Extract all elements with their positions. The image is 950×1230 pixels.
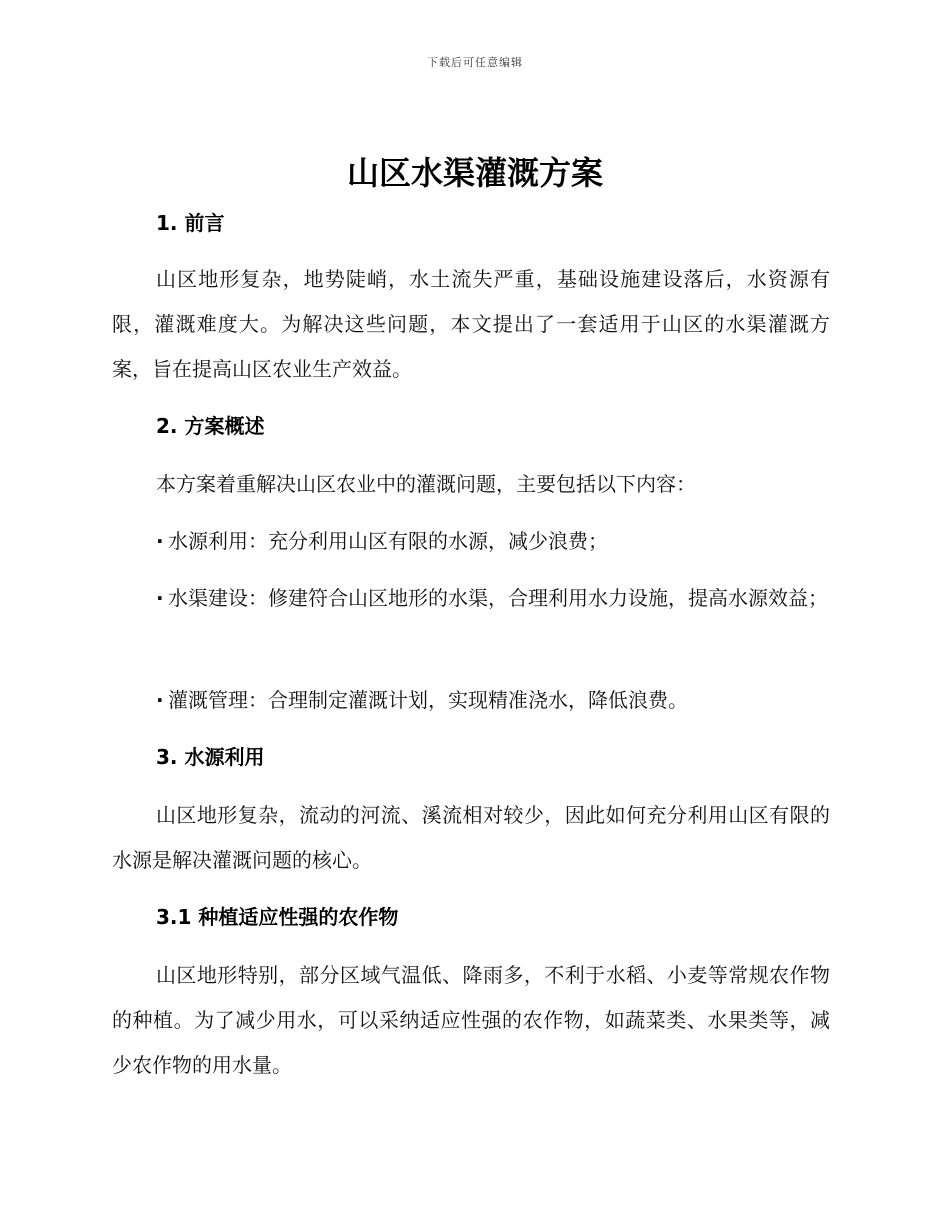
bullet-dot: · bbox=[156, 688, 164, 712]
bullet-text: 水源利用：充分利用山区有限的水源，减少浪费； bbox=[168, 529, 608, 553]
bullet-text: 灌溉管理：合理制定灌溉计划，实现精准浇水，降低浪费。 bbox=[168, 688, 688, 712]
section-heading-overview: 2. 方案概述 bbox=[156, 414, 265, 438]
crops-paragraph: 山区地形特别，部分区域气温低、降雨多，不利于水稻、小麦等常规农作物的种植。为了减少用水，可以采纳适应性强的农作物，如蔬菜类、水果类等，减少农作物的用水量。 bbox=[112, 963, 830, 1077]
section-heading-intro: 1. 前言 bbox=[156, 211, 225, 235]
bullet-dot: · bbox=[156, 529, 164, 553]
bullet-item-canal-construction bbox=[112, 576, 830, 621]
section-heading-crops: 3.1 种植适应性强的农作物 bbox=[156, 905, 399, 929]
bullet-item-water-source bbox=[112, 519, 830, 564]
bullet-text: 水渠建设：修建符合山区地形的水渠，合理利用水力设施，提高水源效益； bbox=[168, 586, 828, 610]
section-heading-water-source: 3. 水源利用 bbox=[156, 745, 265, 769]
overview-paragraph: 本方案着重解决山区农业中的灌溉问题，主要包括以下内容： bbox=[156, 472, 696, 496]
intro-paragraph: 山区地形复杂，地势陡峭，水土流失严重，基础设施建设落后，水资源有限，灌溉难度大。为解决这些问题，本文提出了一套适用于山区的水渠灌溉方案，旨在提高山区农业生产效益。 bbox=[112, 267, 830, 381]
bullet-item-irrigation-management bbox=[112, 678, 830, 723]
header-note: 下载后可任意编辑 bbox=[427, 56, 523, 69]
document-title: 山区水渠灌溉方案 bbox=[346, 154, 603, 192]
water-source-paragraph: 山区地形复杂，流动的河流、溪流相对较少，因此如何充分利用山区有限的水源是解决灌溉问题的核心。 bbox=[112, 803, 830, 872]
bullet-dot: · bbox=[156, 586, 164, 610]
